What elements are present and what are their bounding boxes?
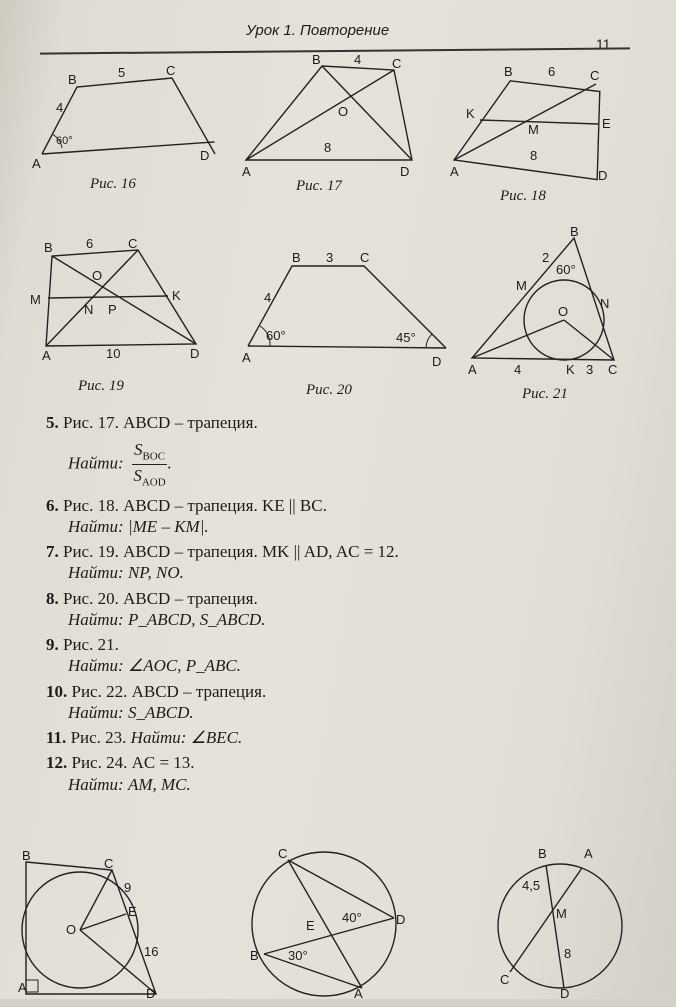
task-11 (46, 727, 646, 748)
fig20-C: C (360, 250, 370, 265)
fig21-bm: 2 (542, 250, 550, 265)
fig22-E: E (128, 904, 137, 919)
fig21-N: N (600, 296, 610, 311)
fig18-B: B (504, 64, 513, 79)
fig24-md: 8 (564, 946, 572, 961)
find-label: Найти: (68, 774, 124, 794)
task-text: Рис. 24. AC = 13. (71, 753, 195, 773)
fig22-C: C (104, 856, 114, 871)
task-number: 12. (46, 753, 68, 773)
fig23-E: E (306, 918, 315, 933)
fig16-ab: 4 (56, 100, 64, 115)
task-number: 9. (46, 635, 59, 655)
fig20-B: B (292, 250, 301, 265)
task-number: 10. (46, 681, 68, 701)
figure-21 (466, 224, 646, 389)
find-label: Найти: (68, 516, 124, 536)
figure-22 (16, 848, 196, 1007)
fig17-D: D (400, 164, 410, 179)
fig17-A: A (242, 164, 251, 179)
fig21-K: K (566, 362, 575, 377)
task-text: Рис. 22. ABCD – трапеция. (71, 681, 267, 701)
fig16-A: A (32, 156, 41, 171)
fig23-angleB: 30° (288, 948, 308, 963)
figure-23 (236, 842, 416, 1005)
figure-18 (448, 62, 628, 197)
header-title: Урок 1. Повторение (246, 22, 390, 39)
fig24-C: C (500, 972, 510, 987)
fig21-M: M (516, 278, 527, 293)
fig19-N: N (84, 302, 94, 317)
fig19-M: M (30, 292, 41, 307)
fig24-A: A (584, 846, 593, 861)
find-label: Найти: (68, 453, 124, 473)
find-label: Найти: (68, 656, 124, 676)
find-label: Найти: (68, 702, 124, 722)
fig16-B: B (68, 72, 77, 87)
task-text: Рис. 20. ABCD – трапеция. (63, 588, 258, 608)
page-header (0, 0, 676, 60)
task-text: Рис. 19. ABCD – трапеция. MK || AD, AC = 12. (63, 542, 399, 562)
caption-fig19: Рис. 19 (78, 378, 124, 394)
fig21-C: C (608, 362, 618, 377)
find-text: AM, MC. (127, 774, 191, 794)
fig18-D: D (598, 168, 608, 183)
fig18-A: A (450, 164, 459, 179)
task-6 (46, 495, 646, 538)
task-number: 6. (46, 495, 59, 515)
fig17-bc: 4 (354, 52, 362, 67)
fig16-bc: 5 (118, 65, 126, 80)
task-list (46, 412, 646, 799)
fig19-K: K (172, 288, 181, 303)
fig16-D: D (200, 148, 210, 163)
task-text: Рис. 23. (70, 728, 127, 748)
fig23-angleD: 40° (342, 910, 362, 925)
fig17-ad: 8 (324, 140, 332, 155)
fig23-C: C (278, 846, 288, 861)
find-text: ∠BEC. (190, 728, 243, 748)
figure-21-drawing (466, 224, 646, 384)
find-text: P_ABCD, S_ABCD. (127, 609, 266, 629)
caption-fig18: Рис. 18 (500, 188, 546, 204)
figure-17-drawing (236, 52, 426, 182)
task-8 (46, 588, 646, 631)
fig24-M: M (556, 906, 567, 921)
fig16-angle: 60° (56, 135, 73, 147)
task-9 (46, 634, 646, 677)
caption-fig17: Рис. 17 (296, 178, 342, 194)
figure-20 (236, 246, 456, 381)
fig19-ad: 10 (106, 346, 121, 361)
fig17-B: B (312, 52, 321, 67)
fig19-B: B (44, 240, 53, 255)
fig23-D: D (396, 912, 406, 927)
fig21-O: O (558, 304, 569, 319)
fig22-D: D (146, 986, 156, 1001)
figure-23-drawing (236, 842, 416, 1000)
fig19-O: O (92, 268, 103, 283)
fig18-E: E (602, 116, 611, 131)
fig22-ed: 16 (144, 944, 159, 959)
task-7 (46, 541, 646, 584)
fig21-B: B (570, 224, 579, 239)
task-text: Рис. 21. (63, 635, 119, 655)
find-text: NP, NO. (127, 563, 184, 583)
fig23-A: A (354, 986, 363, 1001)
fig19-P: P (108, 302, 117, 317)
fig23-B: B (250, 948, 259, 963)
caption-fig20: Рис. 20 (306, 382, 352, 398)
figure-20-drawing (236, 246, 456, 376)
caption-fig16: Рис. 16 (90, 176, 136, 192)
fig24-B: B (538, 846, 547, 861)
find-label: Найти: (130, 728, 187, 748)
figure-24 (494, 838, 634, 1003)
figure-16 (30, 62, 230, 177)
fig20-angleD: 45° (396, 330, 416, 345)
task-number: 5. (46, 413, 59, 432)
fig16-C: C (166, 63, 176, 78)
find-text: |ME – KM|. (127, 516, 209, 536)
fig21-ak: 4 (514, 362, 522, 377)
fig18-C: C (590, 68, 600, 83)
fig18-bc: 6 (548, 64, 556, 79)
find-text: S_ABCD. (127, 702, 194, 722)
fig20-ab: 4 (264, 290, 272, 305)
fig19-D: D (190, 346, 200, 361)
caption-fig21: Рис. 21 (522, 386, 568, 402)
figure-22-drawing (16, 848, 196, 1002)
area-ratio-fraction: $\frac{S_{BOC}}{S_{AOD}}$ (133, 440, 166, 489)
task-text: Рис. 18. ABCD – трапеция. KE || BC. (63, 495, 327, 515)
fig18-K: K (466, 106, 475, 121)
fig22-O: O (66, 922, 77, 937)
task-12 (46, 752, 646, 795)
figure-17 (236, 52, 426, 187)
task-5: 5. Рис. 17. ABCD – трапеция. Найти: $\frac{S_{BOC}}{S_{AOD}}$ . (46, 413, 258, 489)
figure-19 (28, 234, 218, 369)
figure-19-drawing (28, 234, 218, 364)
fig19-A: A (42, 348, 51, 363)
task-number: 7. (46, 542, 59, 562)
fig21-angle: 60° (556, 262, 576, 277)
find-text: ∠AOC, P_ABC. (127, 656, 241, 676)
fig21-kc: 3 (586, 362, 594, 377)
fig21-A: A (468, 362, 477, 377)
task-text: Рис. 17. ABCD – трапеция. (63, 413, 258, 432)
figure-16-drawing (30, 62, 230, 172)
fig19-bc: 6 (86, 236, 94, 251)
find-label: Найти: (68, 563, 124, 583)
fig20-angleA: 60° (266, 328, 286, 343)
fig17-O: O (338, 104, 349, 119)
fig17-C: C (392, 56, 402, 71)
fig22-A: A (18, 980, 27, 995)
find-label: Найти: (68, 609, 124, 629)
fig20-bc: 3 (326, 250, 334, 265)
fig18-M: M (528, 122, 539, 137)
fig20-D: D (432, 354, 442, 369)
page-number: 11 (596, 36, 611, 52)
task-10 (46, 681, 646, 724)
task-number: 11. (46, 728, 67, 748)
fig18-ad: 8 (530, 148, 538, 163)
task-number: 8. (46, 588, 59, 608)
fig24-D: D (560, 986, 570, 1001)
figure-24-drawing (494, 838, 634, 1001)
fig24-bm: 4,5 (522, 878, 541, 893)
fig22-ce: 9 (124, 880, 132, 895)
fig22-B: B (22, 848, 31, 863)
fig20-A: A (242, 350, 251, 365)
figure-18-drawing (448, 62, 628, 192)
fig19-C: C (128, 236, 138, 251)
